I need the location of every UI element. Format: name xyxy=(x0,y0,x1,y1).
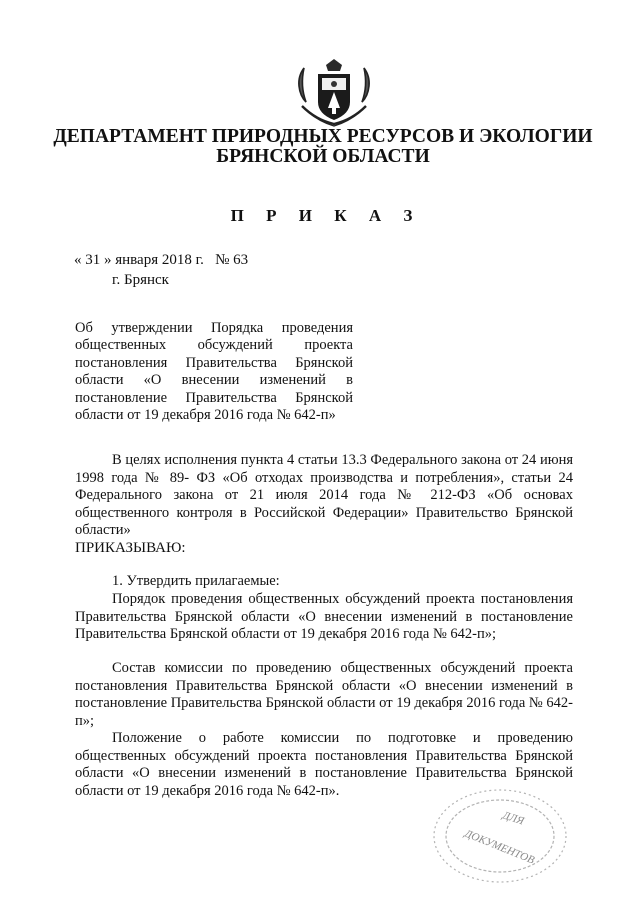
document-type: П Р И К А З xyxy=(230,206,422,225)
organization-title xyxy=(40,127,606,167)
subject-line: области «О внесении изменений в xyxy=(75,372,353,389)
document-date-number: « 31 » января 2018 г. № 63 xyxy=(74,252,249,268)
subject-line: постановление Правительства Брянской xyxy=(75,389,353,406)
document-subject xyxy=(75,320,353,424)
organization-title-line-2: БРЯНСКОЙ ОБЛАСТИ xyxy=(216,146,430,167)
subject-line: Об утверждении Порядка проведения xyxy=(75,320,353,336)
order-subitem-procedure: Порядок проведения общественных обсуждений проекта постановления Правительства Брянской области «О внесении изменений в постановление Правительства Брянской области от 19 декабря 2016 года № 642-п»; xyxy=(75,591,573,643)
preamble-paragraph: В целях исполнения пункта 4 статьи 13.3 Федерального закона от 24 июня 1998 года № 89- ФЗ «Об отходах производства и потребления», статьи 24 Федерального закона от 21 июля 2014 года № 212-ФЗ «Об основах общественного контроля в Российской Федерации» Правительство Брянской области» xyxy=(75,452,573,539)
official-stamp xyxy=(424,776,574,886)
order-subitem-commission: Состав комиссии по проведению общественных обсуждений проекта постановления Правительства Брянской области «О внесении изменений в постановление Правительства Брянской области от 19 декабря 2016 года № 642-п»; xyxy=(75,660,573,729)
order-word: ПРИКАЗЫВАЮ: xyxy=(75,540,186,556)
coat-of-arms-emblem xyxy=(296,56,372,128)
subject-line: области от 19 декабря 2016 года № 642-п» xyxy=(75,407,336,424)
stamp-text-main: ДОКУМЕНТОВ xyxy=(462,827,537,867)
order-subitem-regulation: Положение о работе комиссии по подготовке и проведению общественных обсуждений проекта постановления Правительства Брянской области «О внесении изменений в постановление Правительства Брянской области от 19 декабря 2016 года № 642-п». xyxy=(75,730,573,799)
document-city: г. Брянск xyxy=(112,272,169,288)
subject-line: постановления Правительства Брянской xyxy=(75,354,353,371)
organization-title-line-1: ДЕПАРТАМЕНТ ПРИРОДНЫХ РЕСУРСОВ И ЭКОЛОГИИ xyxy=(53,126,593,147)
order-item-1: 1. Утвердить прилагаемые: xyxy=(112,573,280,589)
stamp-text-top: ДЛЯ xyxy=(501,809,526,828)
subject-line: общественных обсуждений проекта xyxy=(75,337,353,354)
